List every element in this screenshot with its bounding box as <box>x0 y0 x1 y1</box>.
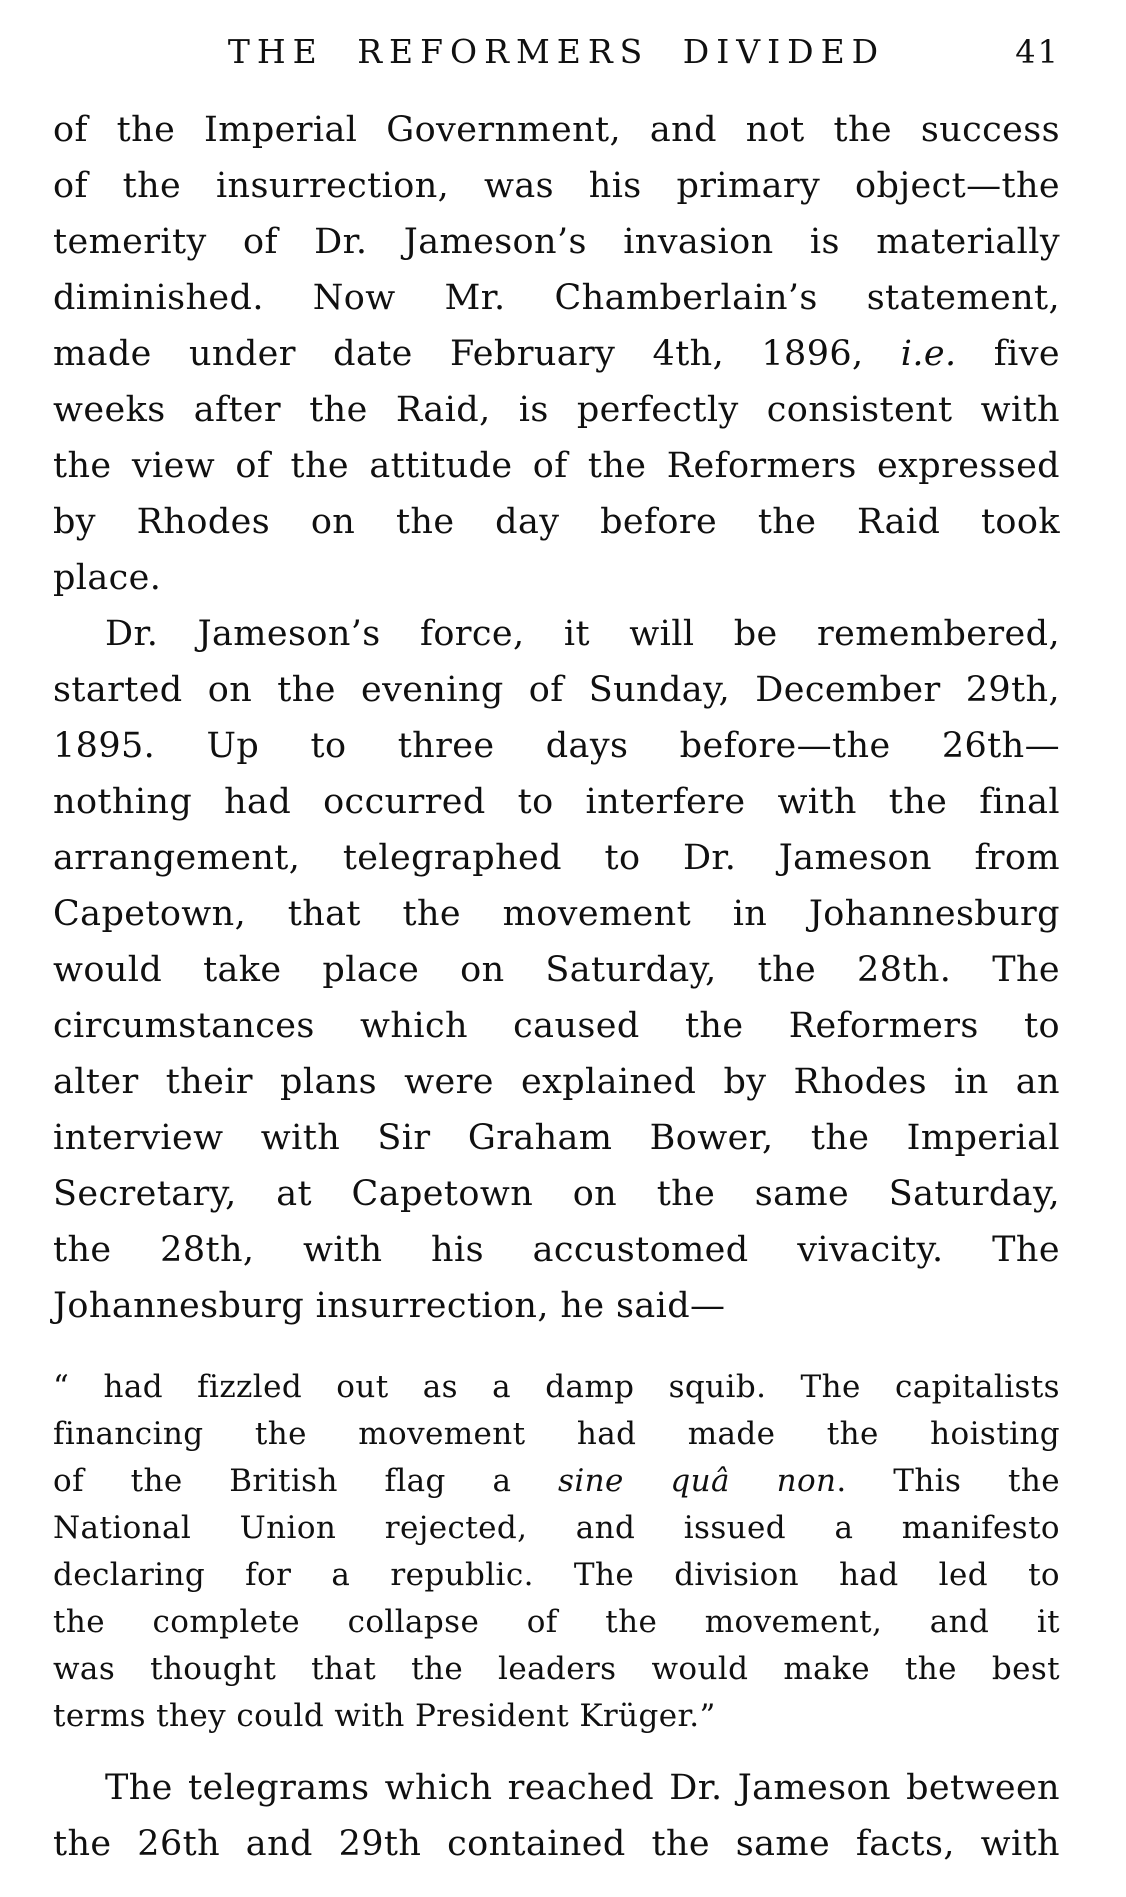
text-segment: the 26th and 29th contained the same facts, with <box>53 1824 1060 1864</box>
text-line <box>53 102 1060 158</box>
text-segment: of the British flag a <box>53 1463 559 1499</box>
text-segment: of the Imperial Government, and not the success <box>53 110 1060 150</box>
text-segment: Dr. Jameson’s force, it will be remembered, <box>105 614 1060 654</box>
text-segment: arrangement, telegraphed to Dr. Jameson from <box>53 838 1060 878</box>
text-line <box>53 774 1060 830</box>
text-line <box>53 1110 1060 1166</box>
text-line <box>53 1411 1060 1458</box>
text-segment: the complete collapse of the movement, and it <box>53 1604 1060 1640</box>
text-segment: Capetown, that the movement in Johannesburg <box>53 894 1060 934</box>
text-line <box>53 1166 1060 1222</box>
text-segment: diminished. Now Mr. Chamberlain’s statement, <box>53 278 1060 318</box>
text-line <box>53 494 1060 550</box>
text-line <box>53 158 1060 214</box>
italic-text: sine quâ non <box>558 1463 837 1499</box>
text-segment: nothing had occurred to interfere with the final <box>53 782 1060 822</box>
text-segment: alter their plans were explained by Rhodes in an <box>53 1062 1060 1102</box>
text-line <box>53 662 1060 718</box>
text-line <box>53 270 1060 326</box>
text-line <box>53 998 1060 1054</box>
text-line <box>53 830 1060 886</box>
text-line <box>53 382 1060 438</box>
text-segment: The telegrams which reached Dr. Jameson between <box>105 1768 1060 1808</box>
text-line <box>53 1646 1060 1693</box>
text-line <box>53 438 1060 494</box>
text-segment: temerity of Dr. Jameson’s invasion is materially <box>53 222 1060 262</box>
text-line <box>53 718 1060 774</box>
text-segment: the view of the attitude of the Reformers expressed <box>53 446 1060 486</box>
text-line <box>53 1552 1060 1599</box>
text-segment: five <box>956 334 1060 374</box>
text-line <box>53 886 1060 942</box>
page-header <box>53 30 1060 74</box>
text-line <box>53 942 1060 998</box>
text-segment: circumstances which caused the Reformers to <box>53 1006 1060 1046</box>
text-line <box>53 1505 1060 1552</box>
text-segment: interview with Sir Graham Bower, the Imperial <box>53 1118 1060 1158</box>
italic-text: i.e. <box>900 334 957 374</box>
text-line <box>53 214 1060 270</box>
text-segment: by Rhodes on the day before the Raid took <box>53 502 1060 542</box>
text-segment: Secretary, at Capetown on the same Saturday, <box>53 1174 1060 1214</box>
text-line <box>53 1760 1060 1816</box>
text-segment: was thought that the leaders would make the best <box>53 1651 1060 1687</box>
text-segment: “ had fizzled out as a damp squib. The capitalists <box>53 1369 1060 1405</box>
text-line <box>53 1364 1060 1411</box>
text-line <box>53 1278 1060 1334</box>
paragraph <box>53 1760 1060 1872</box>
text-segment: National Union rejected, and issued a manifesto <box>53 1510 1060 1546</box>
text-line <box>53 1816 1060 1872</box>
text-segment: started on the evening of Sunday, December 29th, <box>53 670 1060 710</box>
text-segment: made under date February 4th, 1896, <box>53 334 901 374</box>
blockquote <box>53 1364 1060 1740</box>
text-line <box>53 1222 1060 1278</box>
text-line <box>53 1054 1060 1110</box>
page-title: THE REFORMERS DIVIDED <box>227 32 886 71</box>
text-segment: weeks after the Raid, is perfectly consistent with <box>53 390 1060 430</box>
text-line <box>53 1458 1060 1505</box>
text-line <box>53 1599 1060 1646</box>
paragraph <box>53 606 1060 1334</box>
text-segment: declaring for a republic. The division had led to <box>53 1557 1060 1593</box>
text-segment: would take place on Saturday, the 28th. The <box>53 950 1060 990</box>
text-segment: place. <box>53 558 162 598</box>
text-segment: financing the movement had made the hoisting <box>53 1416 1060 1452</box>
text-segment: . This the <box>836 1463 1061 1499</box>
text-segment: the 28th, with his accustomed vivacity. The <box>53 1230 1060 1270</box>
text-segment: 1895. Up to three days before—the 26th— <box>53 726 1060 766</box>
paragraph <box>53 102 1060 606</box>
text-line <box>53 326 1060 382</box>
text-segment: Johannesburg insurrection, he said— <box>53 1286 726 1326</box>
page-number: 41 <box>1015 33 1060 71</box>
text-segment: of the insurrection, was his primary object—the <box>53 166 1060 206</box>
text-segment: terms they could with President Krüger.” <box>53 1698 716 1734</box>
text-line <box>53 606 1060 662</box>
text-line <box>53 1693 1060 1740</box>
page-body <box>53 102 1060 1872</box>
text-line <box>53 550 1060 606</box>
